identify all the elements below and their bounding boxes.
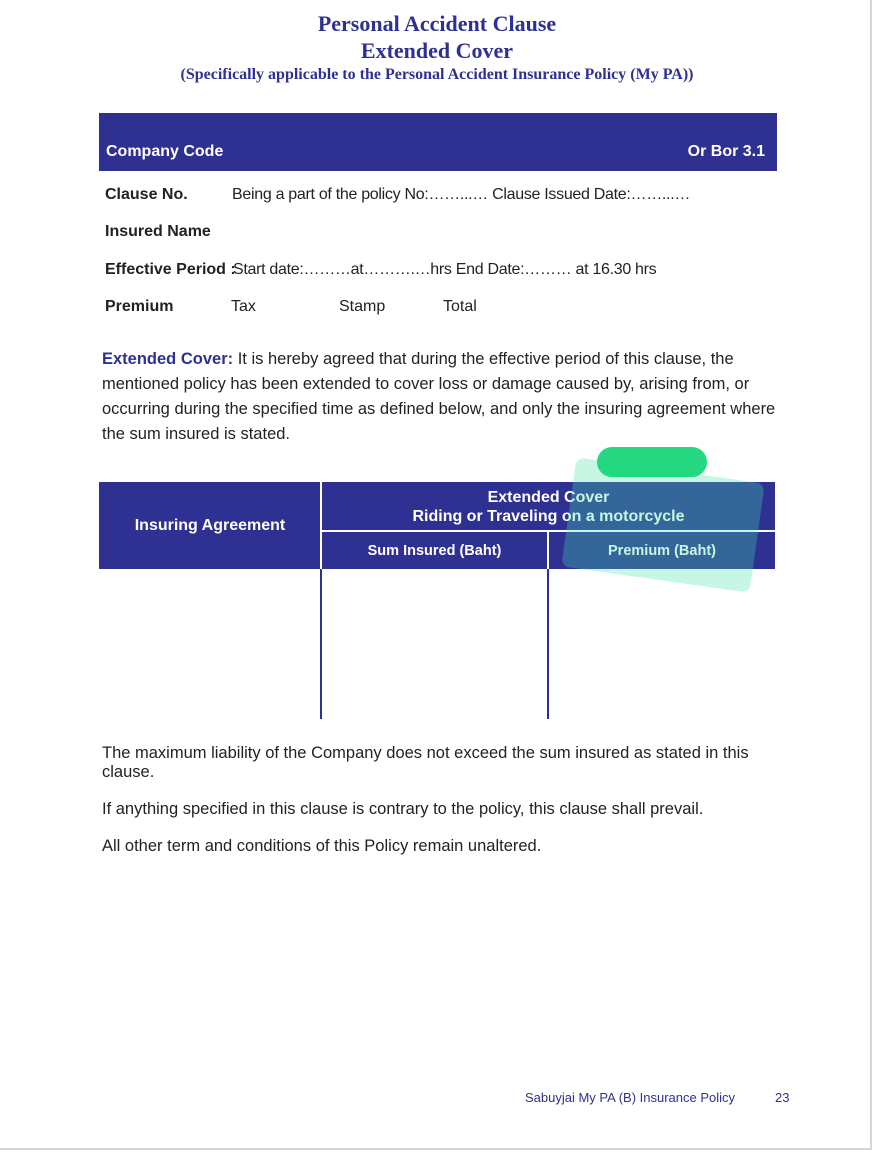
effective-period-label: Effective Period : [105, 261, 236, 278]
liability-note: The maximum liability of the Company does not exceed the sum insured as stated in this clause. [102, 744, 749, 781]
group-header-line2: Riding or Traveling on a motorcycle [412, 508, 685, 525]
highlight-mark [597, 447, 707, 477]
clause-no-text: Being a part of the policy No:……...… Clause Issued Date:……...… [232, 186, 691, 203]
tax-label: Tax [231, 298, 256, 315]
table-column-line [547, 569, 549, 719]
extended-cover-paragraph [102, 347, 782, 447]
effective-period-text: Start date:………at……….…hrs End Date:……… at 16.30 hrs [233, 261, 657, 278]
premium-label: Premium [105, 298, 174, 315]
company-code-value: Or Bor 3.1 [687, 143, 765, 160]
company-code-bar [99, 113, 777, 171]
clause-no-label: Clause No. [105, 186, 188, 203]
company-code-label: Company Code [106, 143, 224, 160]
page-title: Personal Accident Clause [317, 11, 557, 36]
table-column-line [320, 569, 322, 719]
insured-name-label: Insured Name [105, 223, 211, 240]
group-header-line1: Extended Cover [487, 489, 610, 506]
col-sum-insured: Sum Insured (Baht) [367, 542, 502, 559]
col-insuring-agreement: Insuring Agreement [134, 516, 286, 534]
total-label: Total [443, 298, 477, 315]
title-block [0, 10, 874, 86]
page-subtitle: Extended Cover [360, 38, 514, 63]
col-premium: Premium (Baht) [608, 542, 716, 559]
stamp-label: Stamp [339, 298, 386, 315]
page-number: 23 [775, 1090, 790, 1105]
footer-doc-name: Sabuyjai My PA (B) Insurance Policy [525, 1090, 736, 1105]
extended-cover-text: It is hereby agreed that during the effective period of this clause, the mentioned policy has been extended to cover loss or damage caused by, arising from, or occurring during the specified time as defined below, and only the insuring agreement where the sum insured is stated. [102, 350, 776, 443]
applicability-note: (Specifically applicable to the Personal Accident Insurance Policy (My PA)) [180, 66, 694, 83]
prevail-note: If anything specified in this clause is contrary to the policy, this clause shall prevail. [102, 800, 704, 818]
extended-cover-lead: Extended Cover: [102, 350, 234, 368]
highlight-mark [561, 457, 764, 592]
unaltered-note: All other term and conditions of this Policy remain unaltered. [102, 837, 542, 855]
